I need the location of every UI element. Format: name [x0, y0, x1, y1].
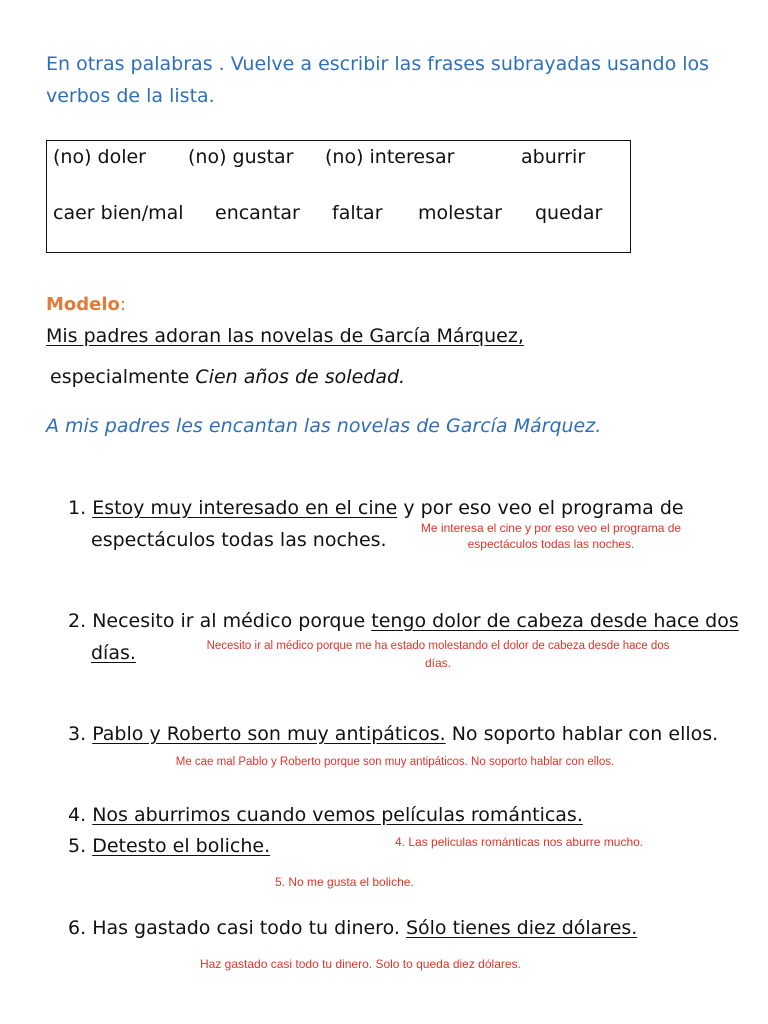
item-1-number: 1.	[68, 497, 87, 519]
item-2-prefix: Necesito ir al médico porque	[92, 610, 372, 632]
item-1-underlined: Estoy muy interesado en el cine	[92, 497, 398, 519]
item-2-answer-line-1: Necesito ir al médico porque me ha estado molestando el dolor de cabeza desde hace dos	[206, 640, 670, 652]
item-1-line-1	[68, 497, 684, 519]
item-5-underlined: Detesto el boliche.	[92, 835, 271, 857]
item-4-underlined: Nos aburrimos cuando vemos películas románticas.	[92, 804, 583, 826]
verb-no-doler: (no) doler	[53, 146, 146, 168]
item-5-line-1	[68, 835, 270, 857]
verb-no-interesar: (no) interesar	[325, 146, 455, 168]
item-1-rest: y por eso veo el programa de	[397, 497, 684, 519]
item-1-answer-line-2: espectáculos todas las noches.	[467, 537, 635, 551]
item-2-line-2: días.	[91, 642, 136, 664]
item-3-underlined: Pablo y Roberto son muy antipáticos.	[92, 723, 446, 745]
verb-caer-bien-mal: caer bien/mal	[53, 202, 184, 224]
modelo-colon: :	[119, 294, 126, 315]
item-6-line-1	[68, 917, 637, 939]
instructions-line-1: En otras palabras . Vuelve a escribir las frases subrayadas usando los	[46, 53, 710, 75]
verb-list-box	[46, 140, 631, 253]
item-4-number: 4.	[68, 804, 87, 826]
item-3-line-1	[68, 723, 718, 745]
verb-quedar: quedar	[535, 202, 603, 224]
modelo-answer: A mis padres les encantan las novelas de García Márquez.	[46, 415, 602, 437]
item-3-number: 3.	[68, 723, 87, 745]
verb-no-gustar: (no) gustar	[188, 146, 294, 168]
item-2-number: 2.	[68, 610, 87, 632]
verb-encantar: encantar	[215, 202, 300, 224]
item-6-answer: Haz gastado casi todo tu dinero. Solo to queda diez dólares.	[200, 957, 521, 971]
verb-aburrir: aburrir	[521, 146, 586, 168]
item-2-line-1	[68, 610, 739, 632]
item-2-answer-line-2: días.	[424, 656, 451, 670]
item-6-underlined: Sólo tienes diez dólares.	[405, 917, 638, 939]
item-6-prefix: Has gastado casi todo tu dinero.	[92, 917, 406, 939]
modelo-heading	[46, 294, 126, 315]
modelo-sentence: Mis padres adoran las novelas de García Márquez,	[46, 325, 524, 347]
modelo-book-title: Cien años de soledad.	[195, 366, 406, 388]
item-4-answer: 4. Las peliculas románticas nos aburre mucho.	[395, 835, 644, 849]
verb-molestar: molestar	[418, 202, 502, 224]
item-3-rest: No soporto hablar con ellos.	[445, 723, 719, 745]
item-5-number: 5.	[68, 835, 87, 857]
modelo-label: Modelo	[46, 294, 120, 315]
item-5-answer: 5. No me gusta el boliche.	[275, 875, 414, 889]
item-2-underlined: tengo dolor de cabeza desde hace dos	[371, 610, 739, 632]
instructions-line-2: verbos de la lista.	[46, 85, 215, 107]
item-1-answer-line-1: Me interesa el cine y por eso veo el programa de	[420, 521, 682, 535]
item-4-line-1	[68, 804, 583, 826]
item-1-line-2: espectáculos todas las noches.	[91, 529, 387, 551]
modelo-sentence-line-2	[50, 366, 405, 388]
item-6-number: 6.	[68, 917, 87, 939]
modelo-line2-prefix: especialmente	[50, 366, 196, 388]
item-3-answer: Me cae mal Pablo y Roberto porque son muy antipáticos. No soporto hablar con ellos.	[175, 756, 615, 768]
verb-faltar: faltar	[332, 202, 383, 224]
